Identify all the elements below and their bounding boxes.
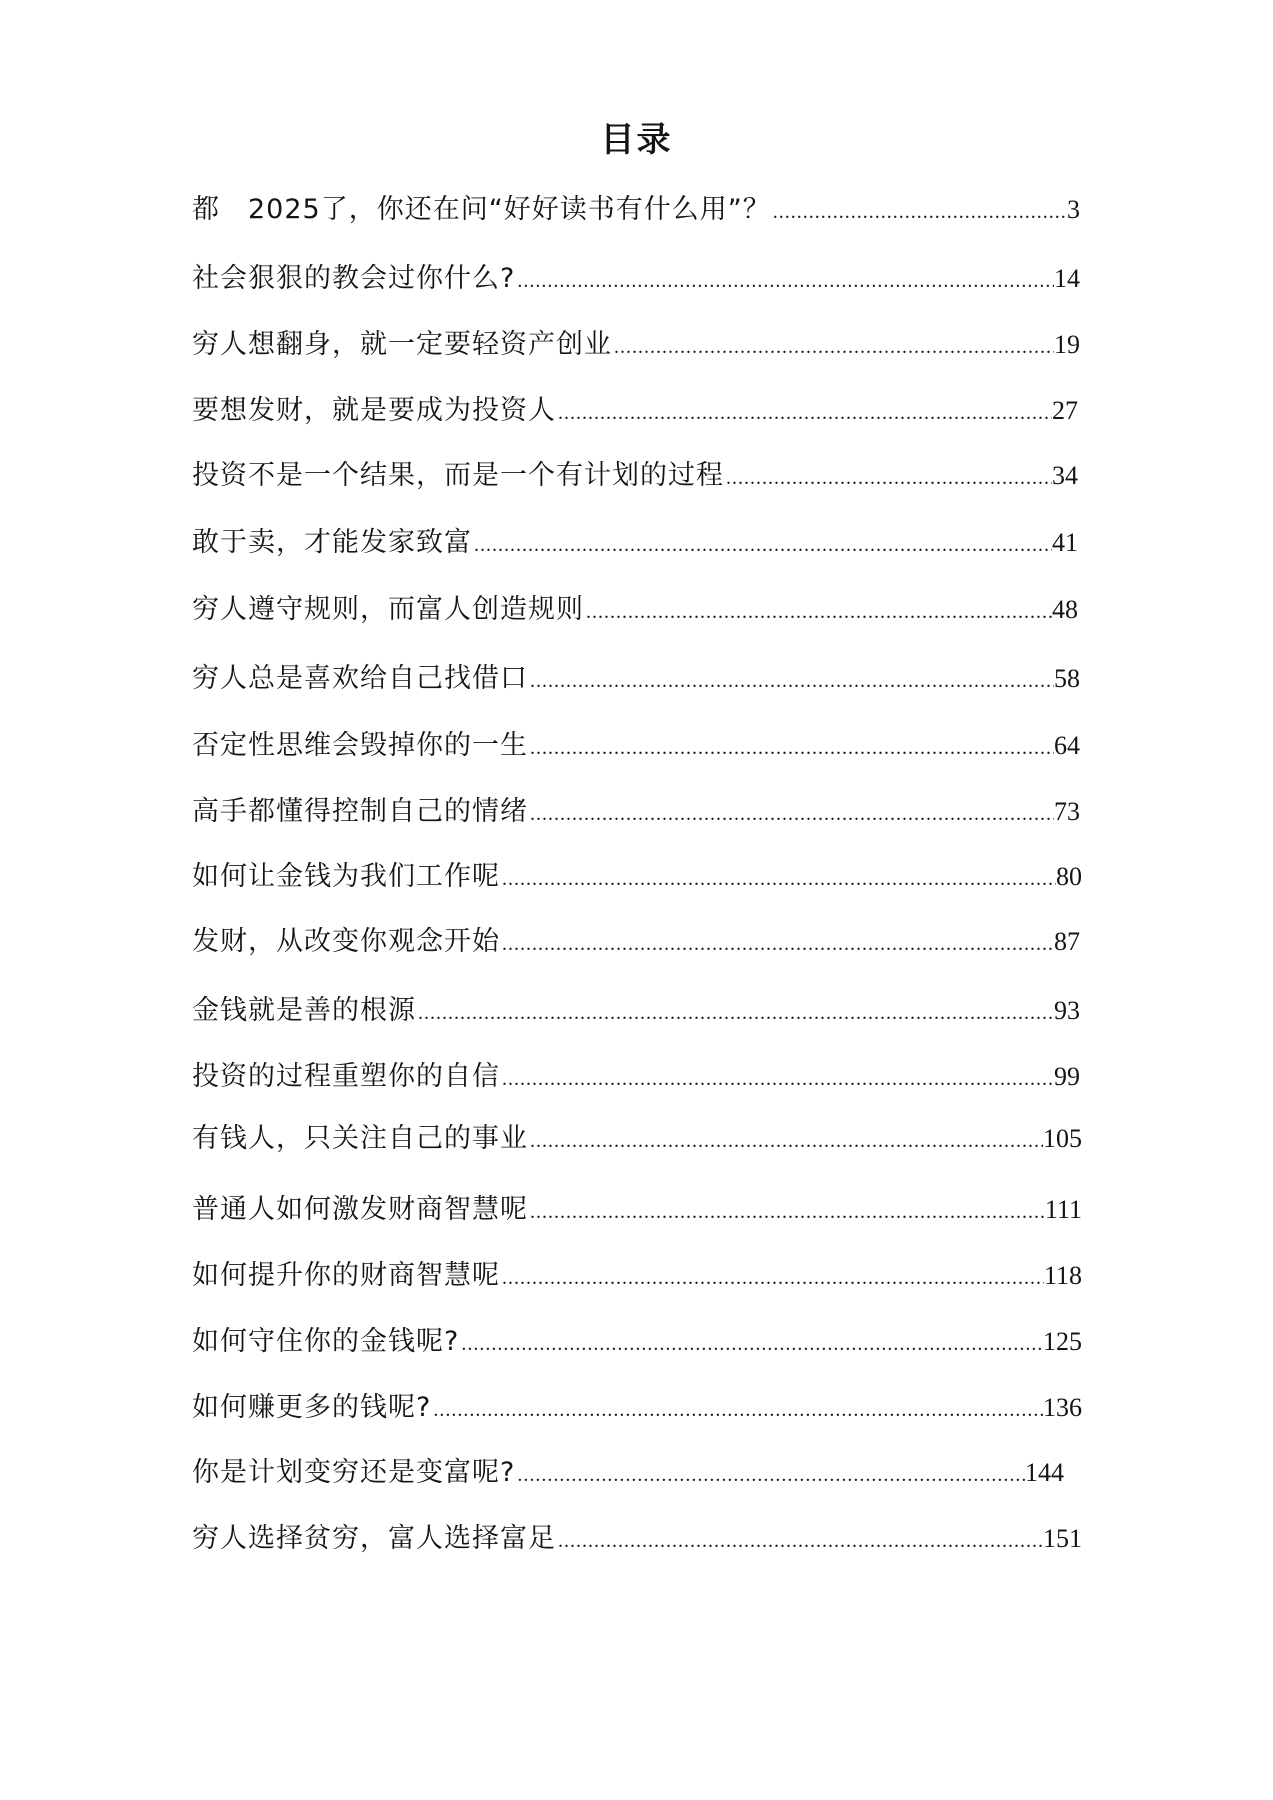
toc-dot-leader xyxy=(500,924,1054,964)
toc-entry-title: 敢于卖，才能发家致富 xyxy=(192,527,472,558)
toc-entry-page-number: 58 xyxy=(1054,664,1080,693)
toc-entry xyxy=(192,523,1078,563)
toc-entry-title: 发财，从改变你观念开始 xyxy=(192,926,500,957)
toc-dot-leader xyxy=(528,1121,1043,1161)
toc-entry xyxy=(192,456,1078,496)
toc-entry-title: 高手都懂得控制自己的情绪 xyxy=(192,796,528,827)
toc-entry xyxy=(192,1256,1082,1296)
toc-entry-page-number: 3 xyxy=(1067,195,1080,224)
toc-entry xyxy=(192,590,1078,630)
toc-dot-leader xyxy=(724,458,1052,498)
toc-entry xyxy=(192,1322,1082,1362)
toc-entry xyxy=(192,1057,1080,1097)
toc-dot-leader xyxy=(472,525,1052,565)
toc-entry-page-number: 111 xyxy=(1044,1195,1082,1224)
toc-entry-title: 如何守住你的金钱呢? xyxy=(192,1326,460,1357)
toc-entry-page-number: 41 xyxy=(1052,528,1078,557)
toc-dot-leader xyxy=(528,794,1054,834)
toc-entry xyxy=(192,991,1080,1031)
toc-dot-leader xyxy=(416,993,1054,1033)
toc-entry-title: 如何赚更多的钱呢? xyxy=(192,1392,432,1423)
toc-dot-leader xyxy=(515,261,1054,301)
toc-dot-leader xyxy=(459,1324,1043,1364)
toc-entry-title: 有钱人，只关注自己的事业 xyxy=(192,1123,528,1154)
toc-entry xyxy=(192,1119,1082,1159)
toc-entry-title: 否定性思维会毁掉你的一生 xyxy=(192,730,528,761)
toc-entry-title: 穷人遵守规则，而富人创造规则 xyxy=(192,594,584,625)
toc-entry-title: 社会狠狠的教会过你什么? xyxy=(192,263,516,294)
toc-entry xyxy=(192,1519,1082,1559)
toc-entry-page-number: 105 xyxy=(1043,1124,1082,1153)
toc-dot-leader xyxy=(515,1455,1025,1495)
toc-dot-leader xyxy=(528,661,1054,701)
toc-entry xyxy=(192,1453,1064,1493)
toc-entry xyxy=(192,391,1078,431)
toc-dot-leader xyxy=(500,859,1056,899)
toc-entry-page-number: 48 xyxy=(1052,595,1078,624)
toc-entry-title: 如何提升你的财商智慧呢 xyxy=(192,1260,500,1291)
toc-entry-page-number: 144 xyxy=(1025,1458,1064,1487)
toc-dot-leader xyxy=(556,1521,1043,1561)
toc-entry-page-number: 27 xyxy=(1052,396,1078,425)
toc-dot-leader xyxy=(528,1192,1045,1232)
toc-entry-title: 穷人想翻身，就一定要轻资产创业 xyxy=(192,329,612,360)
toc-entry-page-number: 80 xyxy=(1056,862,1082,891)
toc-entry-title: 投资不是一个结果，而是一个有计划的过程 xyxy=(192,460,724,491)
toc-entry-page-number: 19 xyxy=(1054,330,1080,359)
toc-dot-leader xyxy=(500,1059,1054,1099)
toc-dot-leader xyxy=(556,393,1052,433)
toc-dot-leader xyxy=(584,592,1052,632)
toc-entry-page-number: 99 xyxy=(1054,1062,1080,1091)
toc-entry xyxy=(192,190,1080,230)
toc-entry-page-number: 14 xyxy=(1054,264,1080,293)
toc-entry-page-number: 34 xyxy=(1052,461,1078,490)
toc-entry xyxy=(192,659,1080,699)
toc-entry-title: 都 2025了，你还在问“好好读书有什么用”？ xyxy=(192,194,771,225)
toc-entry xyxy=(192,259,1080,299)
toc-entry-page-number: 125 xyxy=(1043,1327,1082,1356)
toc-entry xyxy=(192,325,1080,365)
toc-entry-title: 要想发财，就是要成为投资人 xyxy=(192,395,556,426)
toc-entry-page-number: 87 xyxy=(1054,927,1080,956)
toc-dot-leader xyxy=(431,1390,1043,1430)
toc-entry-page-number: 93 xyxy=(1054,996,1080,1025)
toc-entry xyxy=(192,726,1080,766)
toc-dot-leader xyxy=(612,327,1054,367)
toc-entry-title: 穷人选择贫穷，富人选择富足 xyxy=(192,1523,556,1554)
toc-title: 目录 xyxy=(600,120,673,160)
toc-entry-page-number: 151 xyxy=(1043,1524,1082,1553)
toc-entry-page-number: 64 xyxy=(1054,731,1080,760)
toc-entry xyxy=(192,922,1080,962)
toc-entry-title: 你是计划变穷还是变富呢? xyxy=(192,1457,516,1488)
toc-entry-page-number: 73 xyxy=(1054,797,1080,826)
toc-entry xyxy=(192,857,1082,897)
toc-entry-page-number: 136 xyxy=(1043,1393,1082,1422)
toc-dot-leader xyxy=(771,192,1067,232)
toc-entry xyxy=(192,792,1080,832)
toc-entry xyxy=(192,1190,1082,1230)
toc-entry-title: 投资的过程重塑你的自信 xyxy=(192,1061,500,1092)
toc-dot-leader xyxy=(500,1258,1044,1298)
toc-entry-title: 普通人如何激发财商智慧呢 xyxy=(192,1194,528,1225)
toc-entry xyxy=(192,1388,1082,1428)
toc-entry-page-number: 118 xyxy=(1043,1261,1082,1290)
toc-entry-title: 金钱就是善的根源 xyxy=(192,995,416,1026)
toc-entry-title: 穷人总是喜欢给自己找借口 xyxy=(192,663,528,694)
toc-entry-title: 如何让金钱为我们工作呢 xyxy=(192,861,500,892)
toc-dot-leader xyxy=(528,728,1054,768)
